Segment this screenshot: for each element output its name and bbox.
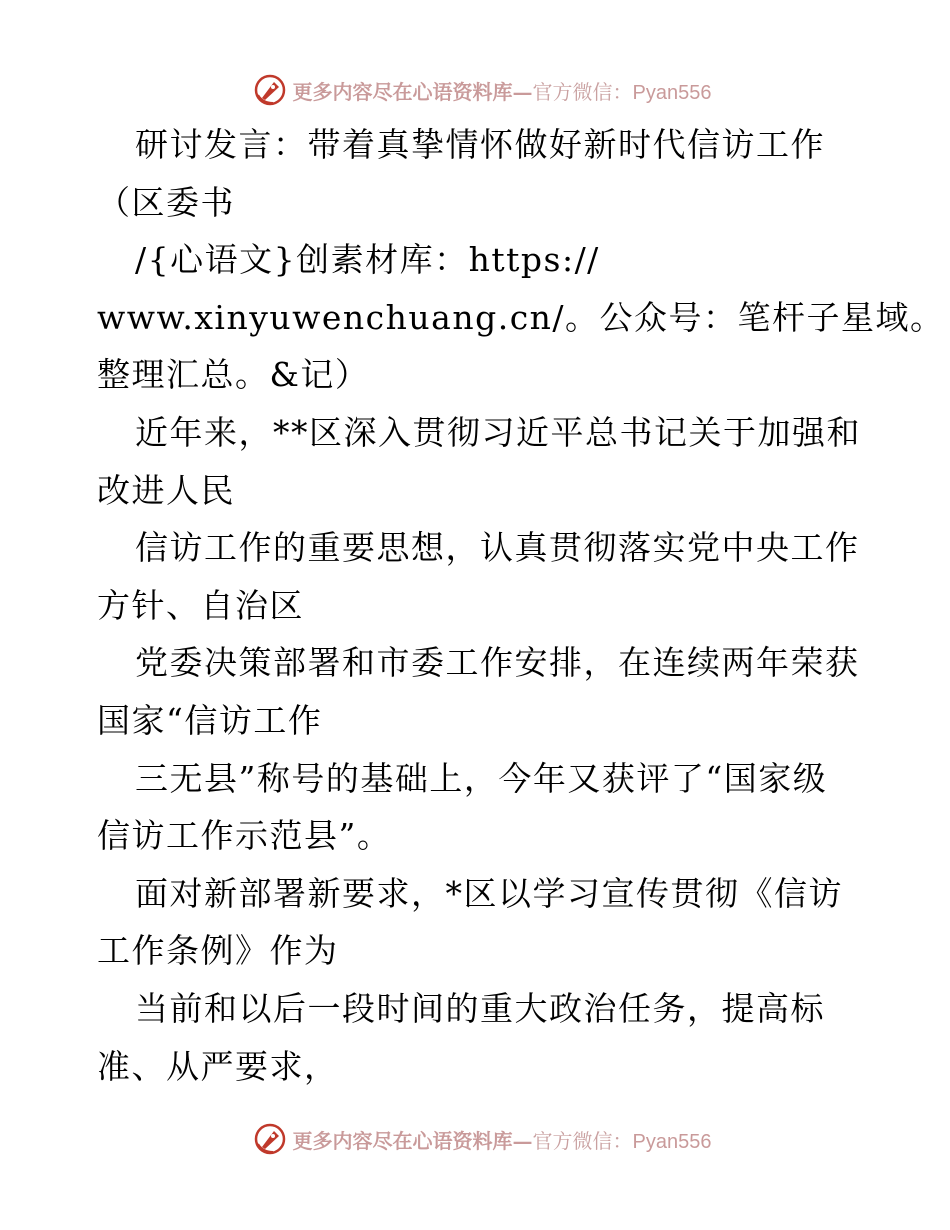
header-banner-inner — [253, 73, 712, 107]
paragraph-line: 国家“信访工作 — [97, 700, 323, 740]
banner-wechat-label: 官方微信： — [532, 1128, 633, 1153]
source-line-1: /{心语文}创素材库：https:// — [135, 240, 600, 280]
paragraph-line: 改进人民 — [97, 470, 235, 510]
banner-text — [293, 1125, 712, 1154]
title-line-2: （区委书 — [97, 182, 235, 222]
source-line-2: www.xinyuwenchuang.cn/。公众号：笔杆子星域。 — [97, 297, 945, 337]
document-body — [97, 116, 945, 1095]
banner-main-text: 更多内容尽在心语资料库— — [292, 1128, 533, 1153]
paragraph-line: 当前和以后一段时间的重大政治任务，提高标 — [135, 988, 825, 1028]
paragraph-line: 近年来，**区深入贯彻习近平总书记关于加强和 — [135, 412, 861, 452]
source-line-3: 整理汇总。&记） — [97, 355, 370, 395]
paragraph-line: 信访工作示范县”。 — [97, 816, 392, 856]
banner-wechat-id: Pyan556 — [632, 1130, 712, 1153]
paragraph-line: 工作条例》作为 — [97, 931, 339, 971]
paragraph-line: 准、从严要求， — [97, 1046, 339, 1086]
paragraph-line: 方针、自治区 — [97, 585, 304, 625]
paragraph-line: 党委决策部署和市委工作安排，在连续两年荣获 — [135, 643, 860, 683]
banner-main-text: 更多内容尽在心语资料库— — [292, 79, 533, 104]
footer-banner — [0, 1119, 950, 1159]
paragraph-line: 三无县”称号的基础上，今年又获评了“国家级 — [135, 758, 828, 798]
paragraph-line: 面对新部署新要求，*区以学习宣传贯彻《信访 — [135, 873, 843, 913]
banner-wechat-id: Pyan556 — [632, 81, 712, 104]
banner-wechat-label: 官方微信： — [532, 79, 633, 104]
title-line-1: 研讨发言：带着真挚情怀做好新时代信访工作 — [135, 125, 825, 164]
pen-nib-logo-icon — [253, 73, 287, 107]
banner-text — [293, 76, 712, 105]
header-banner — [0, 70, 950, 110]
paragraph-line: 信访工作的重要思想，认真贯彻落实党中央工作 — [135, 528, 860, 568]
pen-nib-logo-icon — [253, 1122, 287, 1156]
footer-banner-inner — [253, 1122, 712, 1156]
